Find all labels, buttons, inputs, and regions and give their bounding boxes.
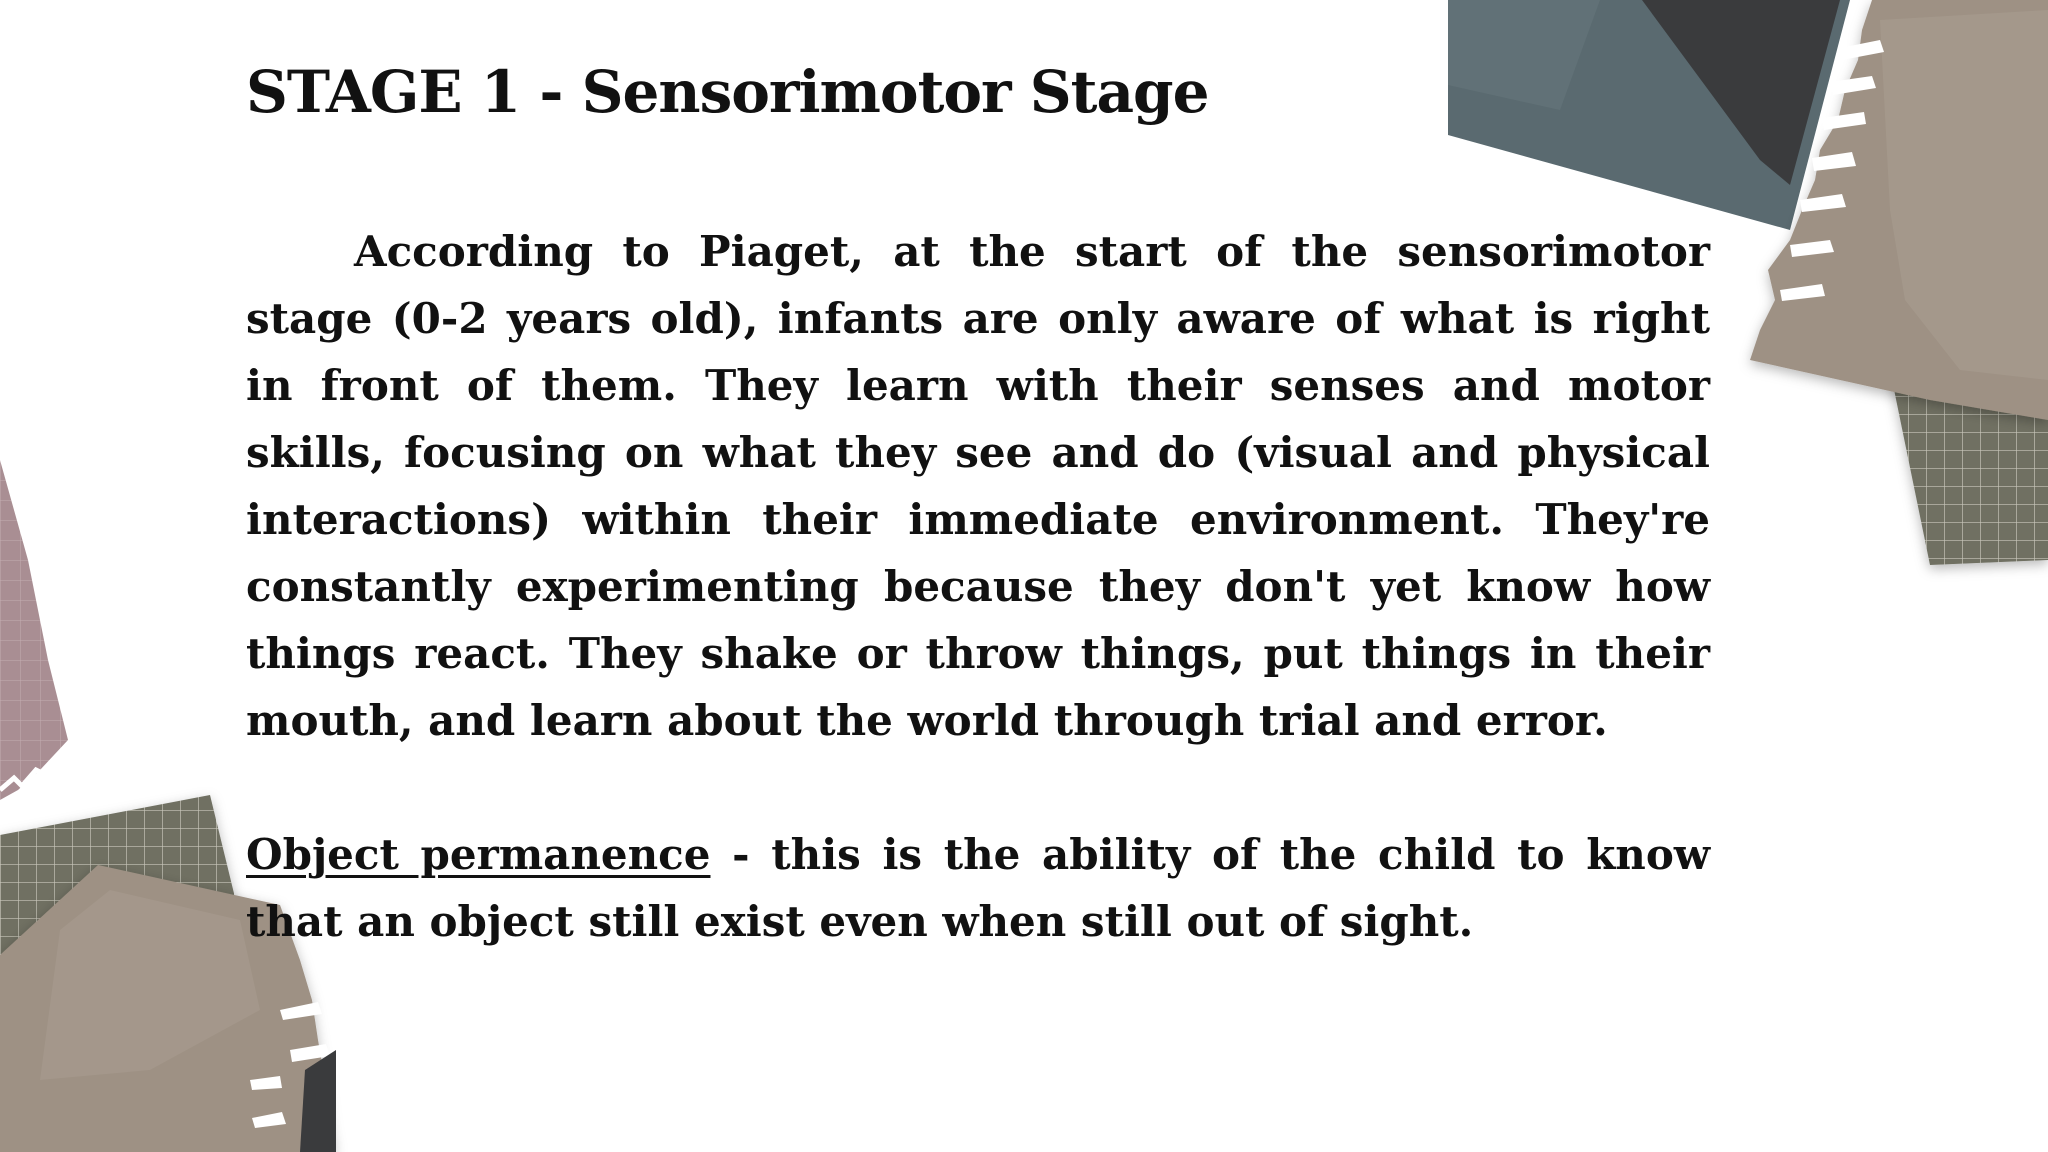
body-paragraph: According to Piaget, at the start of the sensorimotor stage (0-2 years old), infants are only aware of what is right in front of them. They learn with their senses and motor skills, focusing on what they see and do (visual and physical interactions) within their immediate environment. They're constantly experimenting because they don't yet know how things react. They shake or throw things, put things in their mouth, and learn about the world through trial and error. [246, 227, 1710, 745]
mauve-paper-left [0, 460, 70, 800]
term-object-permanence: Object permanence [246, 830, 711, 879]
slide-title: STAGE 1 - Sensorimotor Stage [246, 58, 1209, 126]
definition-paragraph [246, 821, 1710, 955]
slide-content [246, 218, 1710, 955]
term-definition: - this is the ability of the child to know that an object still exist even when still out of sight. [246, 830, 1710, 946]
